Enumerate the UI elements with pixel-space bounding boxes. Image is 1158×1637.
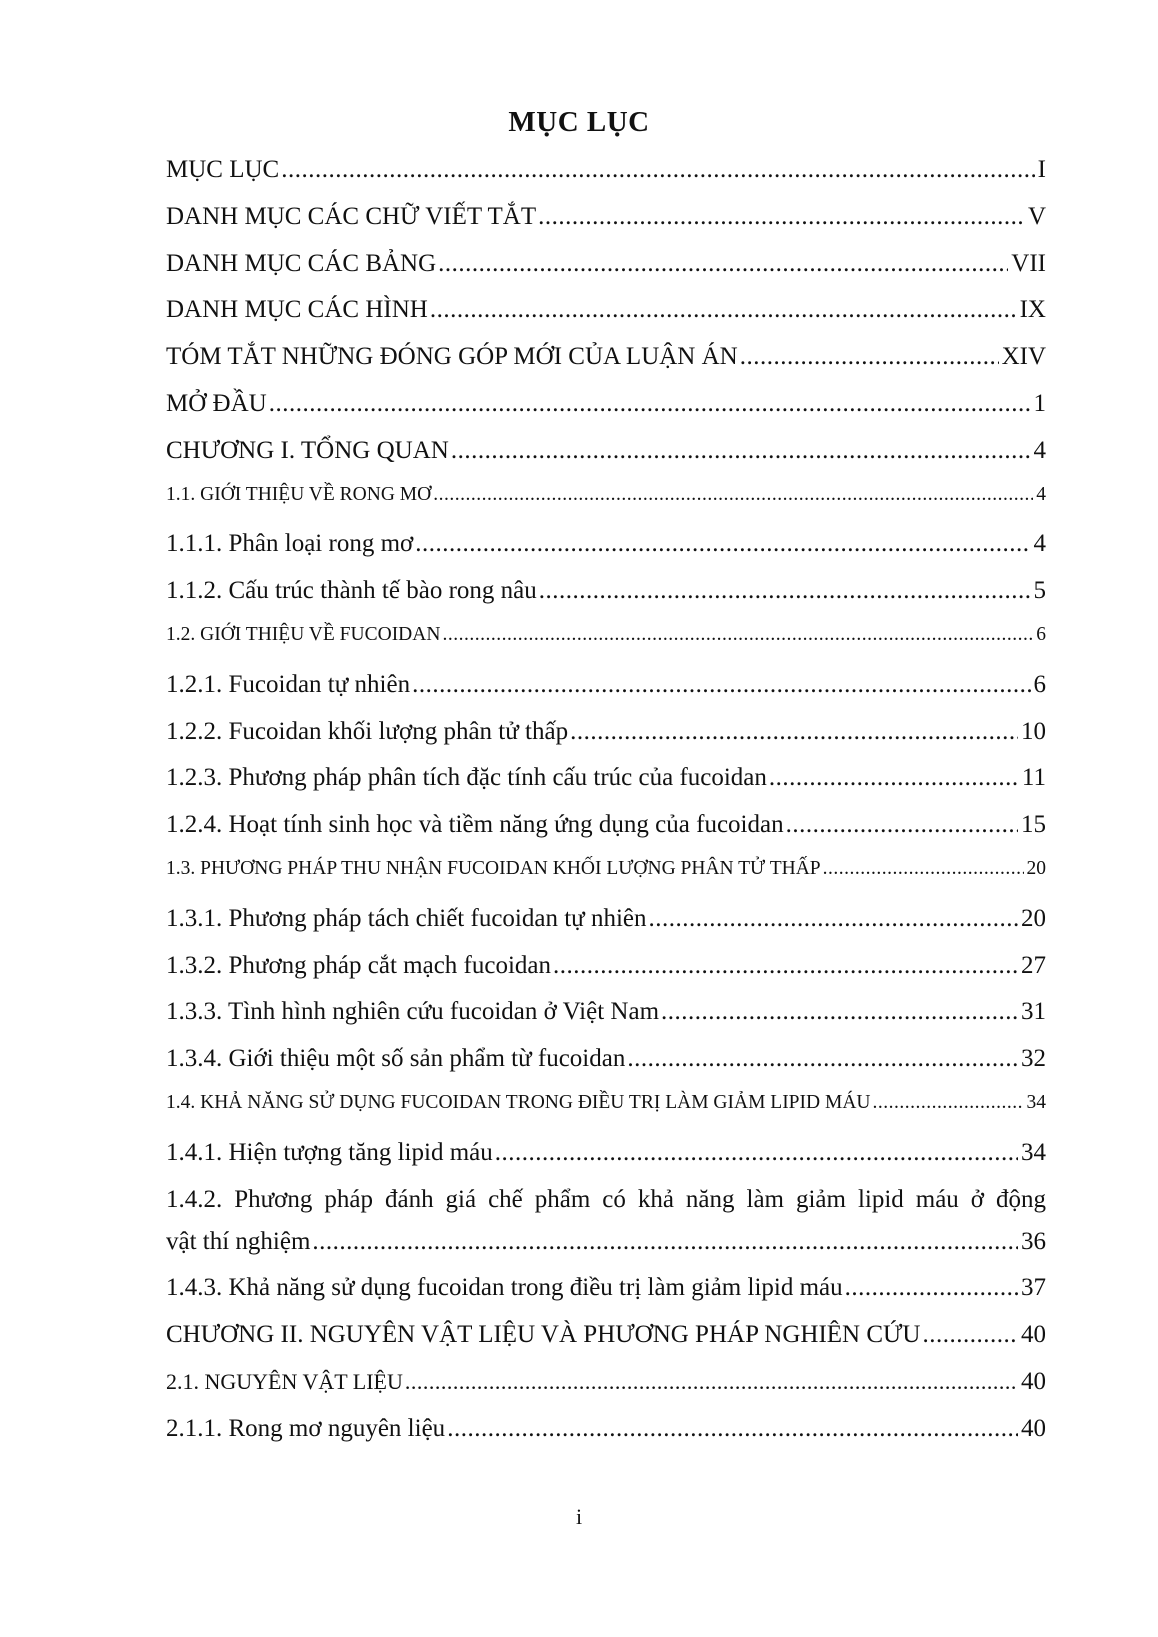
- toc-entry-label: 1.4.1. Hiện tượng tăng lipid máu: [166, 1138, 493, 1166]
- toc-entry-1-4-3[interactable]: [166, 1274, 1046, 1321]
- toc-leader-dots: [447, 1415, 1018, 1443]
- toc-leader-dots: [269, 390, 1031, 418]
- toc-entry-1-4-1[interactable]: [166, 1139, 1046, 1186]
- toc-entry-label: 1.1.1. Phân loại rong mơ: [166, 530, 414, 558]
- toc-entry-label: 1.4. KHẢ NĂNG SỬ DỤNG FUCOIDAN TRONG ĐIỀU TRỊ LÀM GIẢM LIPID MÁU: [166, 1091, 871, 1113]
- toc-leader-dots: [538, 203, 1025, 231]
- toc-leader-dots: [442, 624, 1033, 646]
- toc-entry-page: 6: [1033, 670, 1046, 698]
- toc-entry-1-4-2[interactable]: [166, 1228, 1046, 1275]
- toc-entry-1-1[interactable]: [166, 484, 1046, 531]
- toc-entry-2-1[interactable]: [166, 1368, 1046, 1415]
- toc-leader-dots: [627, 1045, 1018, 1073]
- toc-entry-label: 2.1. NGUYÊN VẬT LIỆU: [166, 1368, 403, 1394]
- toc-leader-dots: [433, 484, 1033, 506]
- toc-leader-dots: [661, 998, 1018, 1026]
- toc-entry-1-2-3[interactable]: [166, 764, 1046, 811]
- toc-leader-dots: [405, 1369, 1018, 1395]
- toc-entry-page: V: [1027, 202, 1046, 230]
- toc-leader-dots: [415, 530, 1030, 558]
- toc-entry-label: CHƯƠNG II. NGUYÊN VẬT LIỆU VÀ PHƯƠNG PHÁP NGHIÊN CỨU: [166, 1321, 921, 1349]
- toc-leader-dots: [438, 250, 1008, 278]
- toc-entry-page: 40: [1021, 1321, 1046, 1349]
- toc-entry-page: 4: [1033, 530, 1046, 558]
- toc-entry-label: 1.3.1. Phương pháp tách chiết fucoidan tự nhiên: [166, 904, 647, 932]
- toc-entry-label: 1.3.2. Phương pháp cắt mạch fucoidan: [166, 951, 552, 979]
- toc-entry-1-2-1[interactable]: [166, 671, 1046, 718]
- toc-leader-dots: [823, 858, 1024, 880]
- toc-leader-dots: [845, 1274, 1018, 1302]
- toc-entry-page: 34: [1021, 1138, 1046, 1166]
- toc-entry-label: DANH MỤC CÁC CHỮ VIẾT TẮT: [166, 202, 537, 230]
- toc-entry-page: 6: [1036, 623, 1046, 645]
- toc-leader-dots: [922, 1321, 1018, 1349]
- toc-leader-dots: [430, 296, 1017, 324]
- toc-entry-page: 5: [1033, 577, 1046, 605]
- toc-entry-1-2[interactable]: [166, 624, 1046, 671]
- toc-entry-label: 1.2.2. Fucoidan khối lượng phân tử thấp: [166, 717, 569, 745]
- toc-entry-label: 1.4.2. Phương pháp đánh giá chế phẩm có khả năng làm giảm lipid máu ở động: [166, 1185, 1046, 1213]
- toc-entry-label: MỞ ĐẦU: [166, 389, 267, 417]
- toc-entry-contributions[interactable]: [166, 343, 1046, 390]
- toc-entry-1-3-4[interactable]: [166, 1045, 1046, 1092]
- toc-entry-label: MỤC LỤC: [166, 156, 280, 183]
- toc-entry-1-2-2[interactable]: [166, 718, 1046, 765]
- toc-entry-page: 4: [1033, 436, 1046, 464]
- toc-entry-page: 11: [1021, 764, 1046, 792]
- toc-entry-page: XIV: [1001, 343, 1046, 371]
- toc-entry-1-3-3[interactable]: [166, 998, 1046, 1045]
- toc-entry-page: 40: [1021, 1414, 1046, 1442]
- toc-leader-dots: [649, 905, 1019, 933]
- toc-entry-page: 10: [1021, 717, 1046, 745]
- toc-leader-dots: [451, 437, 1031, 465]
- toc-leader-dots: [312, 1228, 1018, 1256]
- toc-entry-label: DANH MỤC CÁC BẢNG: [166, 249, 437, 277]
- toc-entry-label: 1.2. GIỚI THIỆU VỀ FUCOIDAN: [166, 623, 441, 645]
- toc-entry-1-3-2[interactable]: [166, 952, 1046, 999]
- toc-entry-label: 1.2.3. Phương pháp phân tích đặc tính cấu trúc của fucoidan: [166, 764, 767, 792]
- toc-entry-page: 40: [1021, 1367, 1046, 1395]
- page-title: MỤC LỤC: [508, 106, 650, 138]
- toc-entry-introduction[interactable]: [166, 390, 1046, 437]
- toc-leader-dots: [553, 952, 1018, 980]
- toc-entry-label: CHƯƠNG I. TỔNG QUAN: [166, 436, 449, 464]
- toc-entry-1-4-2-line1[interactable]: [166, 1186, 1046, 1228]
- toc-entry-label: 1.2.1. Fucoidan tự nhiên: [166, 670, 411, 698]
- toc-entry-page: I: [1037, 156, 1046, 183]
- toc-entry-2-1-1[interactable]: [166, 1415, 1046, 1462]
- toc-leader-dots: [873, 1092, 1024, 1114]
- toc-entry-label: 1.2.4. Hoạt tính sinh học và tiềm năng ứng dụng của fucoidan: [166, 811, 784, 839]
- toc-entry-page: 20: [1026, 857, 1046, 879]
- toc-entry-abbreviations[interactable]: [166, 203, 1046, 250]
- toc-entry-label: 1.3. PHƯƠNG PHÁP THU NHẬN FUCOIDAN KHỐI LƯỢNG PHÂN TỬ THẤP: [166, 857, 821, 879]
- toc-entry-label: vật thí nghiệm: [166, 1227, 311, 1255]
- toc-entry-label: 1.3.4. Giới thiệu một số sản phẩm từ fucoidan: [166, 1045, 626, 1073]
- toc-leader-dots: [570, 718, 1018, 746]
- table-of-contents: [166, 156, 1046, 1462]
- toc-leader-dots: [495, 1139, 1018, 1167]
- toc-entry-page: 37: [1021, 1274, 1046, 1302]
- toc-entry-page: 31: [1021, 998, 1046, 1026]
- toc-entry-page: IX: [1019, 296, 1046, 324]
- toc-entry-chapter-2[interactable]: [166, 1321, 1046, 1368]
- toc-entry-1-1-2[interactable]: [166, 577, 1046, 624]
- toc-entry-label: TÓM TẮT NHỮNG ĐÓNG GÓP MỚI CỦA LUẬN ÁN: [166, 343, 738, 371]
- page-number: i: [575, 1504, 583, 1529]
- toc-entry-1-3[interactable]: [166, 858, 1046, 905]
- toc-entry-page: VII: [1011, 249, 1046, 277]
- toc-leader-dots: [281, 156, 1034, 184]
- toc-entry-1-1-1[interactable]: [166, 530, 1046, 577]
- toc-entry-page: 36: [1021, 1227, 1046, 1255]
- toc-entry-label: 1.3.3. Tình hình nghiên cứu fucoidan ở Việt Nam: [166, 998, 660, 1026]
- toc-entry-1-3-1[interactable]: [166, 905, 1046, 952]
- toc-entry-1-4[interactable]: [166, 1092, 1046, 1139]
- toc-leader-dots: [539, 577, 1031, 605]
- toc-leader-dots: [786, 811, 1018, 839]
- toc-entry-label: 1.4.3. Khả năng sử dụng fucoidan trong điều trị làm giảm lipid máu: [166, 1274, 843, 1302]
- toc-entry-page: 32: [1021, 1045, 1046, 1073]
- toc-leader-dots: [740, 343, 999, 371]
- toc-entry-page: 1: [1033, 389, 1046, 417]
- toc-entry-list-of-figures[interactable]: [166, 296, 1046, 343]
- toc-entry-list-of-tables[interactable]: [166, 250, 1046, 297]
- toc-entry-label: 1.1. GIỚI THIỆU VỀ RONG MƠ: [166, 483, 432, 505]
- toc-entry-page: 4: [1036, 483, 1046, 505]
- toc-leader-dots: [412, 671, 1030, 699]
- toc-entry-page: 20: [1021, 904, 1046, 932]
- toc-entry-page: 34: [1026, 1091, 1046, 1113]
- toc-leader-dots: [769, 764, 1019, 792]
- toc-entry-label: DANH MỤC CÁC HÌNH: [166, 296, 428, 324]
- toc-entry-label: 1.1.2. Cấu trúc thành tế bào rong nâu: [166, 577, 537, 605]
- toc-entry-1-2-4[interactable]: [166, 811, 1046, 858]
- toc-entry-muc-luc[interactable]: [166, 156, 1046, 203]
- toc-entry-page: 15: [1021, 811, 1046, 839]
- toc-entry-label: 2.1.1. Rong mơ nguyên liệu: [166, 1414, 446, 1442]
- toc-entry-page: 27: [1021, 951, 1046, 979]
- toc-entry-chapter-1[interactable]: [166, 437, 1046, 484]
